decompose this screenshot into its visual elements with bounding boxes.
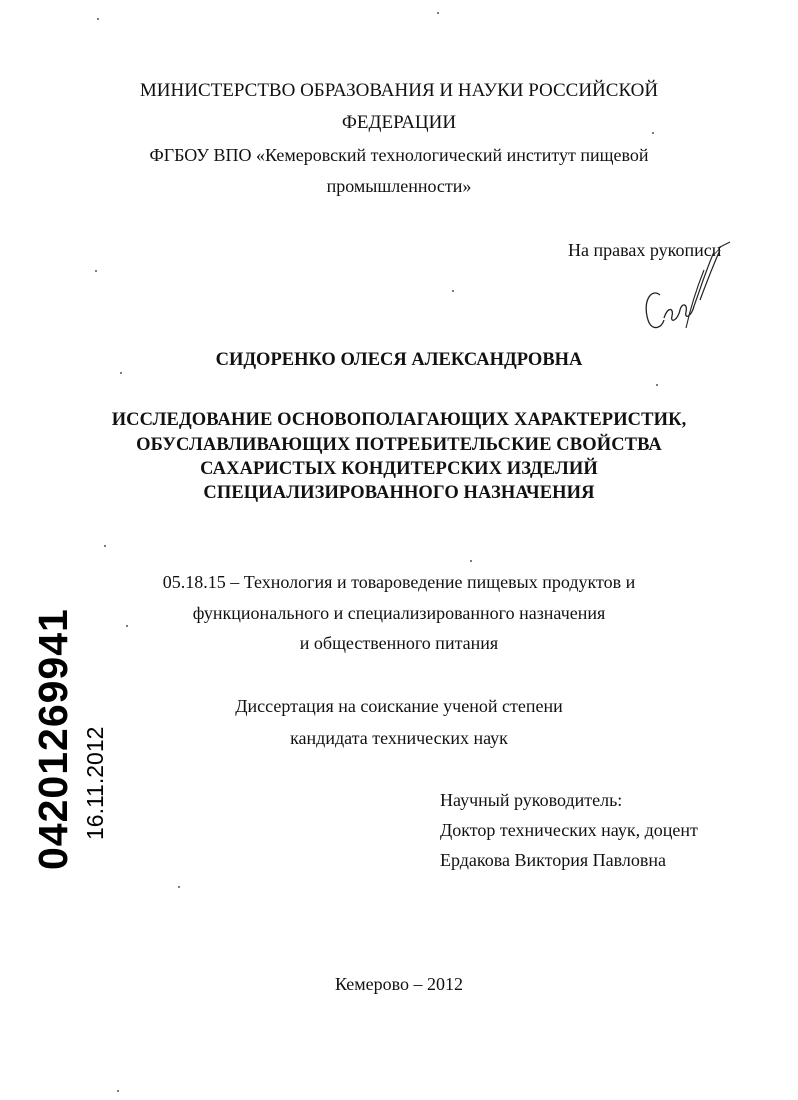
degree-line-1: Диссертация на соискание ученой степени [235,696,563,716]
scan-speck [656,384,658,386]
scan-speck [470,560,472,562]
specialty-line-3: и общественного питания [299,633,499,653]
scan-speck [178,886,180,888]
ministry-line-1: МИНИСТЕРСТВО ОБРАЗОВАНИЯ И НАУКИ РОССИЙСКОЙ [139,80,659,101]
scan-speck [95,270,97,272]
scan-speck [104,545,106,547]
ministry-line-2: ФЕДЕРАЦИИ [341,112,457,133]
title-line-4: СПЕЦИАЛИЗИРОВАННОГО НАЗНАЧЕНИЯ [203,483,595,503]
institute-line-2: промышленности» [326,176,472,196]
scan-speck [120,372,122,374]
scan-speck [97,18,99,20]
specialty-line-2: функционального и специализированного назначения [192,603,606,623]
supervisor-title: Доктор технических наук, доцент [440,820,698,840]
title-line-1: ИССЛЕДОВАНИЕ ОСНОВОПОЛАГАЮЩИХ ХАРАКТЕРИСТИК, [111,410,687,430]
supervisor-name: Ердакова Виктория Павловна [440,850,667,870]
institute-line-1: ФГБОУ ВПО «Кемеровский технологический институт пищевой [149,145,649,165]
specialty-line-1: 05.18.15 – Технология и товароведение пищевых продуктов и [162,572,636,592]
stamp-number: 04201269941 [30,608,76,870]
scan-speck [117,1090,119,1092]
title-line-3: САХАРИСТЫХ КОНДИТЕРСКИХ ИЗДЕЛИЙ [200,459,598,479]
author-name: СИДОРЕНКО ОЛЕСЯ АЛЕКСАНДРОВНА [215,350,583,370]
signature-icon [630,240,740,340]
title-line-2: ОБУСЛАВЛИВАЮЩИХ ПОТРЕБИТЕЛЬСКИЕ СВОЙСТВА [136,435,662,455]
rights-note: На правах рукописи [568,240,722,260]
city-year: Кемерово – 2012 [334,974,464,994]
supervisor-label: Научный руководитель: [440,790,623,810]
degree-line-2: кандидата технических наук [290,728,508,748]
scan-speck [437,12,439,14]
scan-speck [452,290,454,292]
scan-speck [126,625,128,627]
stamp-date: 16.11.2012 [82,726,108,840]
